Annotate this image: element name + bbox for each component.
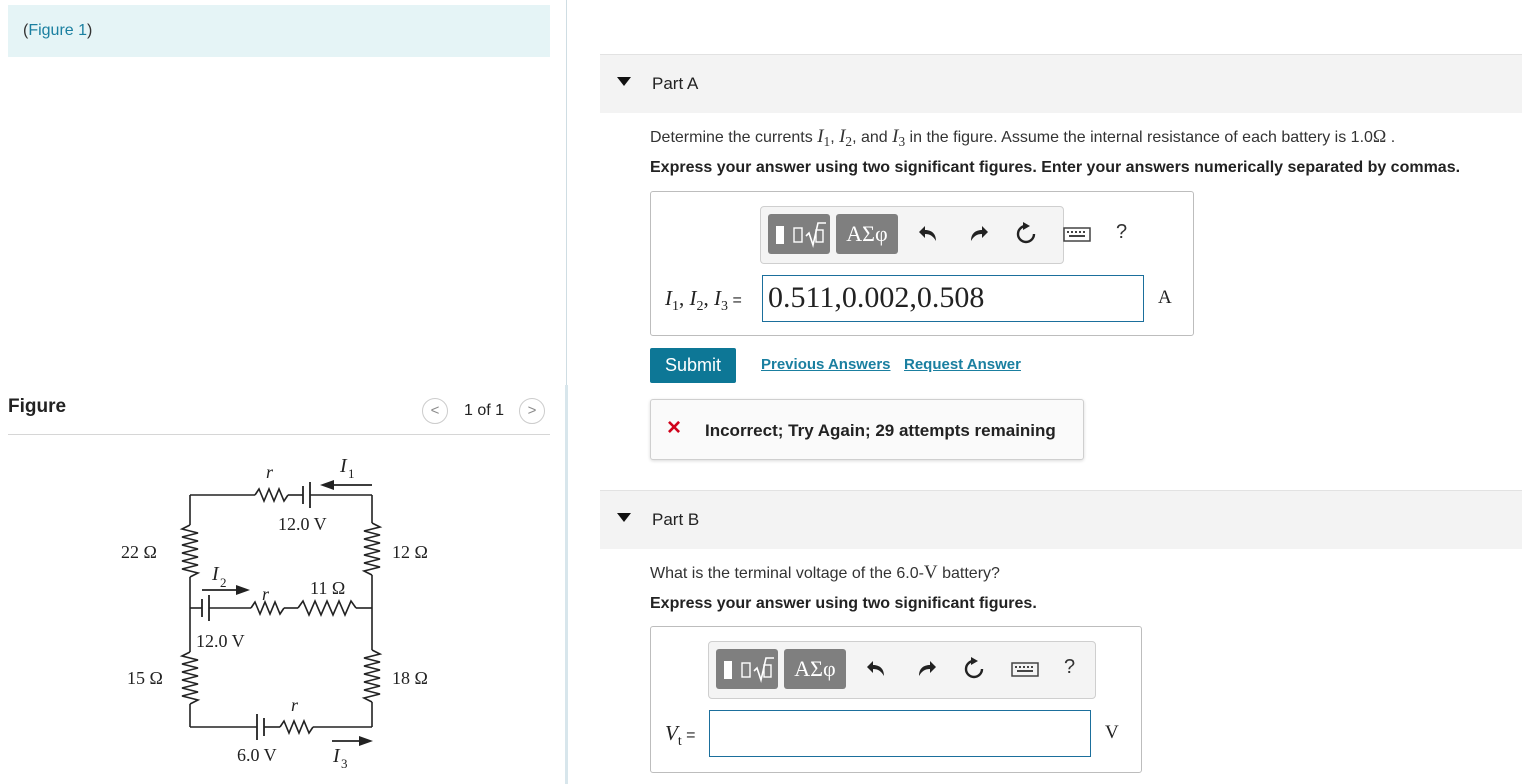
templates-button[interactable] (716, 649, 778, 689)
keyboard-icon[interactable] (1011, 656, 1039, 682)
greek-symbols-button[interactable]: ΑΣφ (784, 649, 846, 689)
help-icon[interactable]: ? (1116, 221, 1128, 243)
part-a-unit: A (1158, 287, 1172, 308)
mid-current-label: I (212, 563, 219, 585)
part-a-question: Determine the currents $I_1$, $I_2$, and $I_3$ in the figure. Assume the internal resistance of each battery is 1.0Ω . (650, 126, 1396, 150)
part-b-answer-label: $V_t$ = (665, 721, 696, 750)
circuit-figure (100, 445, 460, 780)
bottom-current-label: I (333, 745, 340, 767)
part-b-answer-box (650, 626, 1142, 773)
mid-battery-label: 12.0 V (196, 631, 245, 651)
part-a-title: Part A (652, 74, 699, 93)
bottom-current-sub: 3 (341, 756, 348, 771)
undo-icon[interactable] (864, 656, 890, 682)
top-current-label: I (340, 455, 347, 477)
part-a-instruction: Express your answer using two significant figures. Enter your answers numerically separated by commas. (650, 159, 1461, 176)
part-b-question: What is the terminal voltage of the 6.0-V battery? (650, 562, 1000, 583)
bottom-battery-label: 6.0 V (237, 745, 277, 765)
templates-icon (768, 214, 830, 254)
figure-link[interactable]: (Figure 1) (23, 22, 93, 39)
figure-divider (8, 434, 550, 435)
next-figure-button[interactable] (519, 398, 545, 424)
undo-icon[interactable] (916, 221, 942, 247)
redo-icon[interactable] (965, 221, 991, 247)
part-a-answer-input[interactable]: 0.511,0.002,0.508 (762, 275, 1144, 322)
top-current-sub: 1 (348, 466, 355, 481)
left-lower-resistor-label: 15 Ω (127, 668, 163, 688)
figure-panel-title: Figure (8, 396, 67, 417)
templates-icon (716, 649, 778, 689)
part-b-title: Part B (652, 510, 700, 529)
part-a-answer-label: $I_1$, $I_2$, $I_3$ = (665, 286, 742, 315)
mid-r-label: r (262, 584, 270, 604)
part-a-answer-box (650, 191, 1194, 336)
help-icon[interactable]: ? (1064, 656, 1076, 678)
previous-answers-link[interactable]: Previous Answers (761, 356, 891, 373)
top-battery-label: 12.0 V (278, 514, 327, 534)
pane-scrollbar[interactable] (565, 385, 568, 784)
feedback-message (650, 399, 1084, 460)
part-b-unit: V (1105, 722, 1119, 743)
redo-icon[interactable] (913, 656, 939, 682)
mid-current-sub: 2 (220, 575, 227, 590)
right-upper-resistor-label: 12 Ω (392, 542, 428, 562)
chevron-right-icon: > (527, 402, 537, 419)
greek-symbols-button[interactable]: ΑΣφ (836, 214, 898, 254)
top-r-label: r (266, 462, 274, 482)
bottom-r-label: r (291, 695, 299, 715)
submit-button[interactable]: Submit (650, 348, 736, 383)
chevron-left-icon: < (430, 402, 440, 419)
figure-pager: 1 of 1 (464, 402, 505, 419)
error-x-icon: × (667, 414, 682, 441)
part-b-header[interactable] (600, 490, 1522, 549)
collapse-triangle-icon (617, 513, 631, 522)
part-b-answer-input[interactable] (709, 710, 1091, 757)
right-lower-resistor-label: 18 Ω (392, 668, 428, 688)
templates-button[interactable] (768, 214, 830, 254)
part-a-math-toolbar (760, 206, 1128, 264)
request-answer-link[interactable]: Request Answer (904, 356, 1021, 373)
prev-figure-button[interactable] (422, 398, 448, 424)
collapse-triangle-icon (617, 77, 631, 86)
part-a-header[interactable] (600, 54, 1522, 113)
feedback-text: Incorrect; Try Again; 29 attempts remaining (705, 421, 1056, 440)
part-b-instruction: Express your answer using two significant figures. (650, 595, 1037, 612)
part-b-math-toolbar (708, 641, 1096, 699)
reset-icon[interactable] (1013, 221, 1039, 247)
keyboard-icon[interactable] (1063, 221, 1091, 247)
figure-link-bar (8, 5, 550, 57)
reset-icon[interactable] (961, 656, 987, 682)
mid-resistor-label: 11 Ω (310, 578, 346, 598)
left-upper-resistor-label: 22 Ω (121, 542, 157, 562)
